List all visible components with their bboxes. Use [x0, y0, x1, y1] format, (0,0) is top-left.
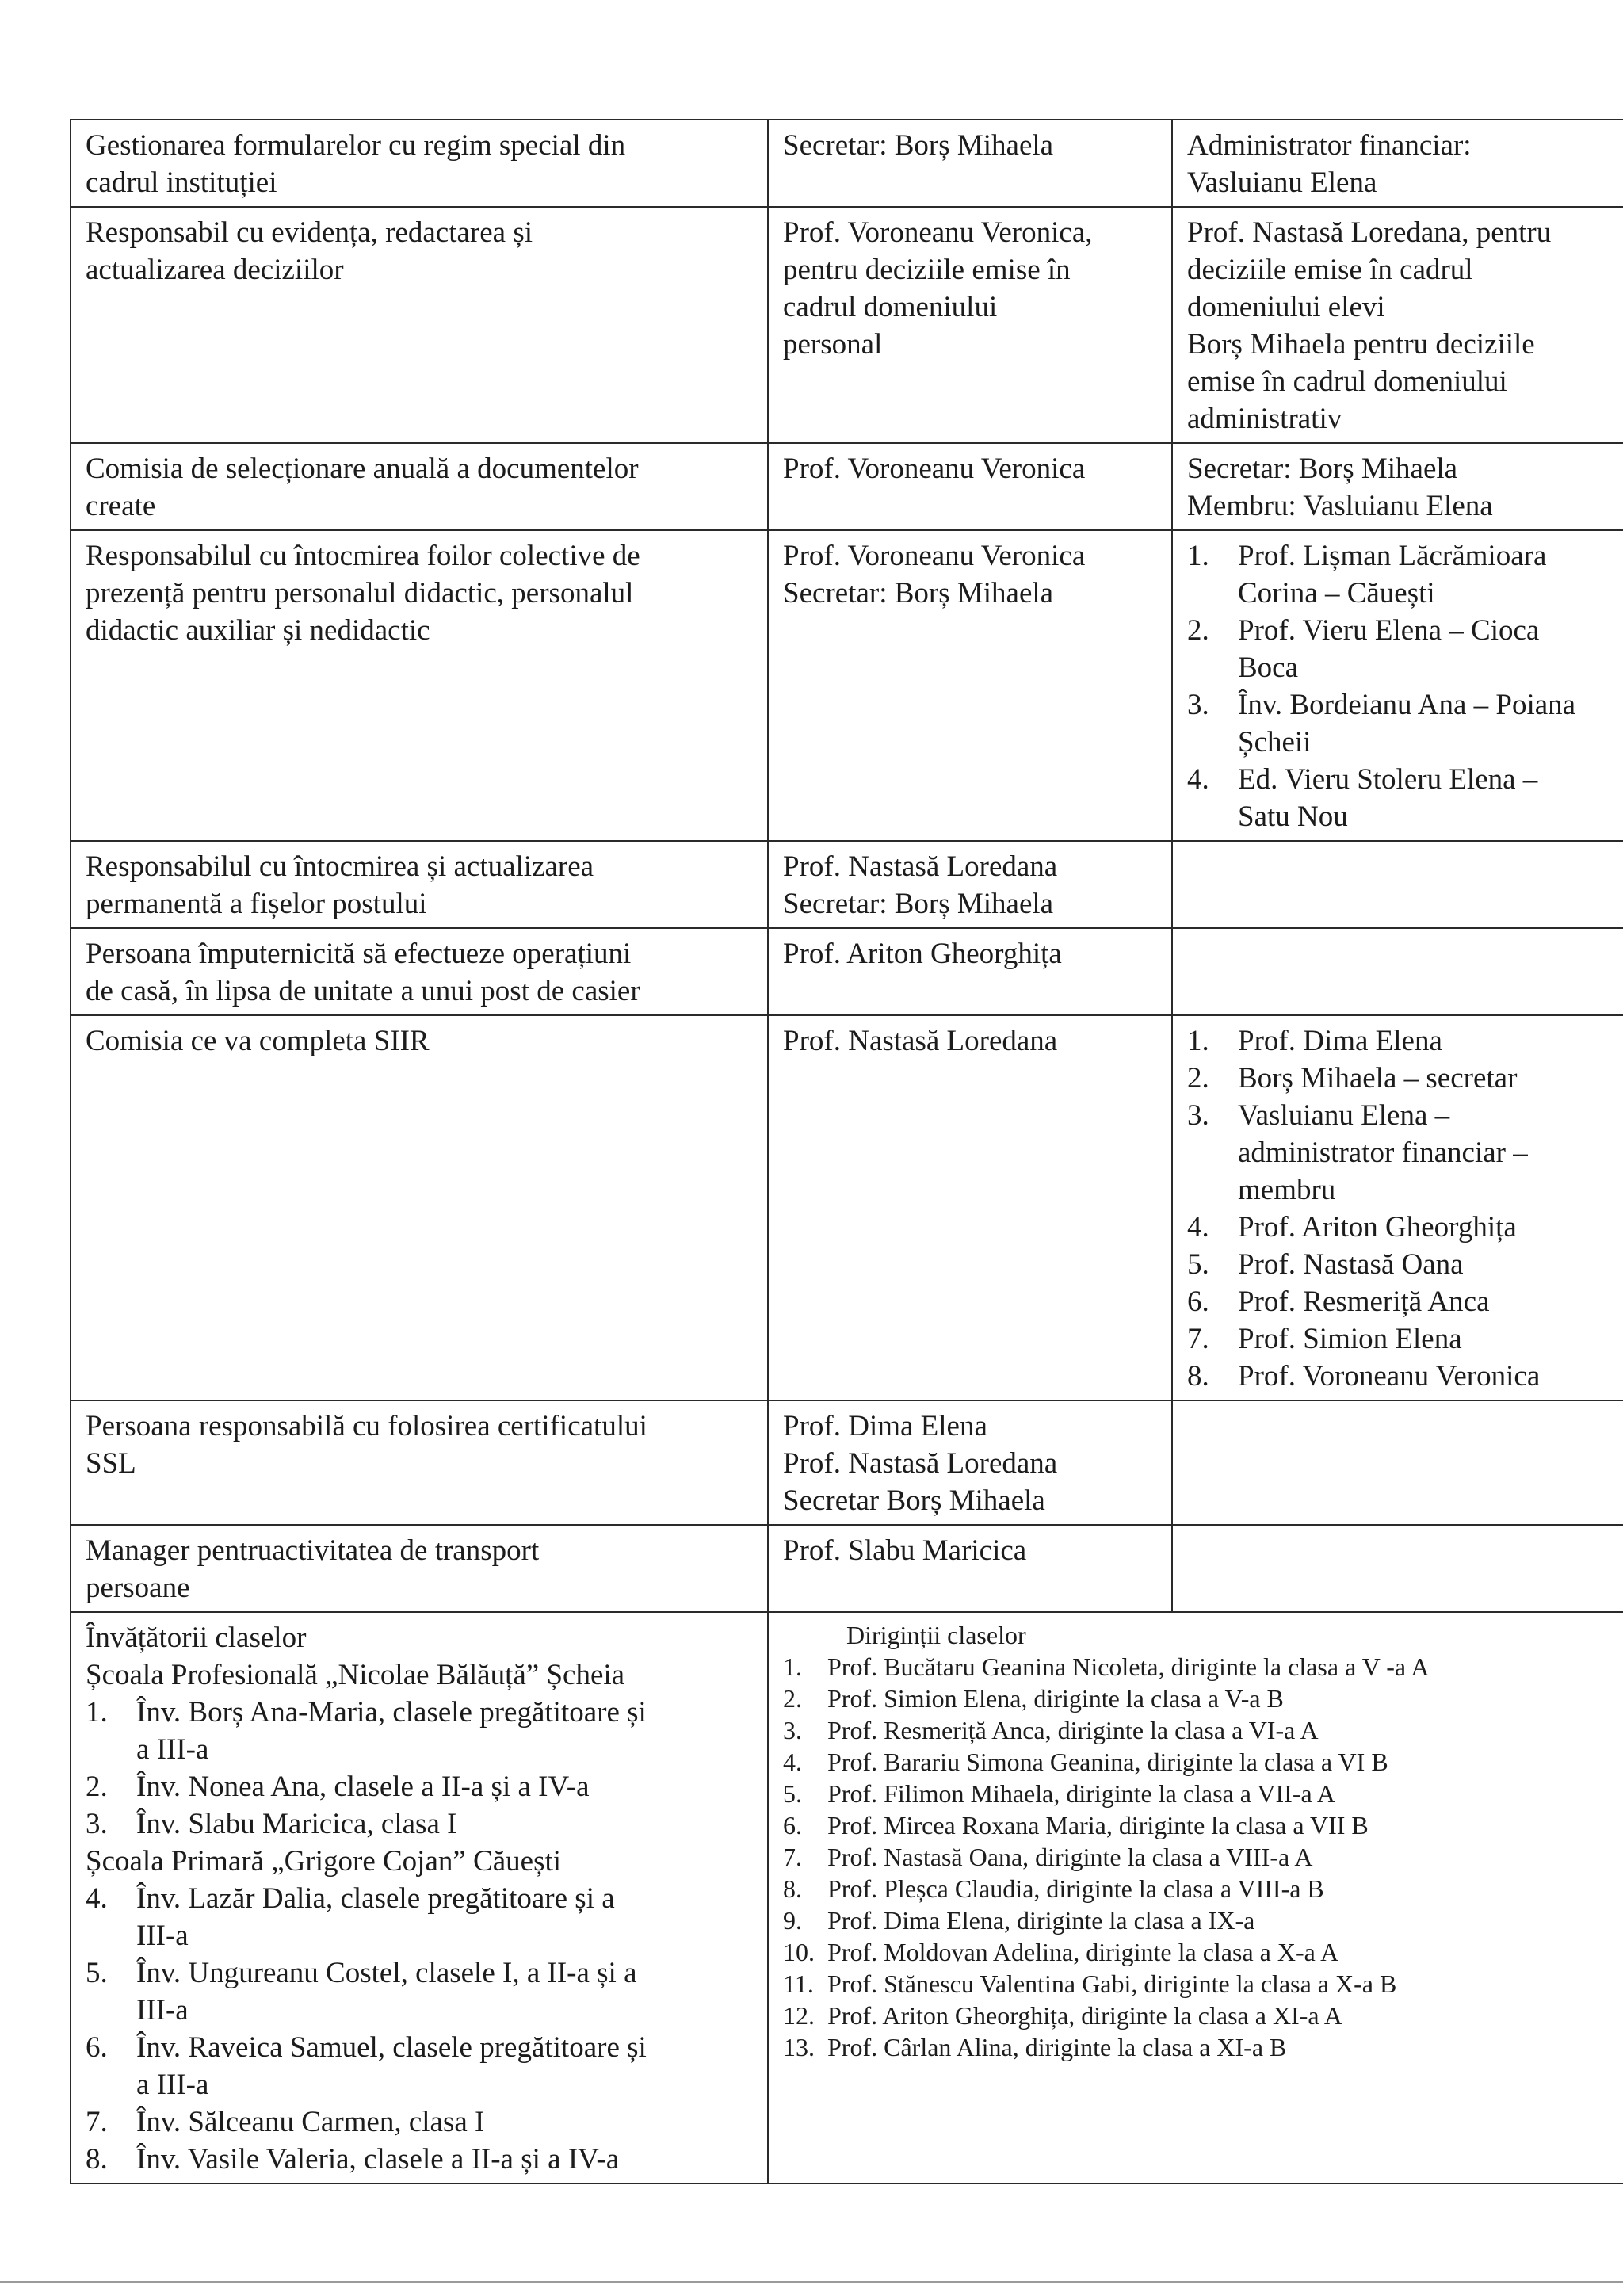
member-line: Membru: Vasluianu Elena — [1187, 490, 1493, 522]
member-line: Borș Mihaela pentru deciziile — [1187, 328, 1535, 361]
item-text — [136, 1768, 756, 1805]
item-text — [1238, 1283, 1613, 1320]
table-row — [71, 120, 1623, 207]
item-text: Prof. Pleșca Claudia, diriginte la clasa a VIII-a B — [827, 1874, 1324, 1903]
item-number: 4. — [783, 1748, 802, 1776]
school-name: Școala Profesională „Nicolae Bălăuță” Șcheia — [86, 1659, 625, 1691]
list-item — [783, 1714, 1613, 1746]
item-text-line: Înv. Sălceanu Carmen, clasa I — [136, 2106, 485, 2138]
item-text — [1238, 537, 1613, 612]
item-text-line: a III-a — [136, 1733, 209, 1766]
responsible-line: Prof. Voroneanu Veronica — [783, 453, 1086, 485]
item-text — [136, 2103, 756, 2141]
list-item — [1187, 1358, 1613, 1395]
item-number: 9. — [783, 1906, 802, 1935]
teachers-list — [86, 1694, 756, 1843]
responsible-line: Prof. Ariton Gheorghița — [783, 938, 1062, 970]
item-number: 13. — [783, 2033, 815, 2061]
item-text: Prof. Dima Elena, diriginte la clasa a IX-a — [827, 1906, 1255, 1935]
item-text — [1238, 1022, 1613, 1060]
responsible-cell — [768, 928, 1172, 1015]
item-text: Prof. Mircea Roxana Maria, diriginte la clasa a VII B — [827, 1811, 1369, 1839]
responsible-line: Prof. Nastasă Loredana — [783, 1025, 1058, 1057]
item-text-line: Prof. Ariton Gheorghița — [1238, 1211, 1517, 1244]
item-text — [136, 1694, 756, 1768]
function-cell — [71, 928, 768, 1015]
responsible-line: cadrul domeniului — [783, 291, 998, 323]
item-text — [1238, 1246, 1613, 1283]
function-line: Responsabilul cu întocmirea foilor colective de — [86, 540, 640, 572]
list-item — [1187, 1283, 1613, 1320]
responsible-line: Prof. Voroneanu Veronica, — [783, 216, 1093, 249]
list-item — [86, 1768, 756, 1805]
item-text-line: Înv. Vasile Valeria, clasele a II-a și a IV-a — [136, 2143, 620, 2176]
function-line: Gestionarea formularelor cu regim special din — [86, 129, 626, 162]
item-text-line: Prof. Simion Elena — [1238, 1323, 1462, 1355]
item-text — [1238, 1320, 1613, 1358]
item-text-line: Borș Mihaela – secretar — [1238, 1062, 1518, 1095]
function-line: Persoana împuternicită să efectueze operațiuni — [86, 938, 632, 970]
item-text-line: Ed. Vieru Stoleru Elena – — [1238, 763, 1538, 796]
item-number: 3. — [1187, 689, 1209, 721]
responsible-line: pentru deciziile emise în — [783, 254, 1071, 286]
item-text — [1238, 1358, 1613, 1395]
list-item — [86, 1954, 756, 2029]
item-text-line: Înv. Raveica Samuel, clasele pregătitoare și — [136, 2031, 647, 2064]
function-cell — [71, 1525, 768, 1612]
item-text: Prof. Cârlan Alina, diriginte la clasa a XI-a B — [827, 2033, 1287, 2061]
list-item — [1187, 1097, 1613, 1209]
responsible-cell — [768, 1400, 1172, 1525]
list-item — [1187, 1209, 1613, 1246]
item-number: 4. — [86, 1882, 108, 1915]
item-number: 1. — [1187, 1025, 1209, 1057]
item-text: Prof. Simion Elena, diriginte la clasa a V-a B — [827, 1684, 1284, 1713]
item-text — [136, 1805, 756, 1843]
member-line: Prof. Nastasă Loredana, pentru — [1187, 216, 1552, 249]
function-line: actualizarea deciziilor — [86, 254, 344, 286]
function-line: persoane — [86, 1572, 190, 1604]
list-item — [783, 1746, 1613, 1778]
item-number: 5. — [86, 1957, 108, 1989]
list-item — [1187, 1060, 1613, 1097]
function-line: Manager pentruactivitatea de transport — [86, 1534, 540, 1567]
function-line: Comisia de selecționare anuală a documentelor — [86, 453, 639, 485]
item-text-line: III-a — [136, 1994, 189, 2027]
item-text-line: Prof. Vieru Elena – Cioca — [1238, 614, 1540, 647]
table-row — [71, 443, 1623, 530]
function-line: create — [86, 490, 156, 522]
item-text: Prof. Moldovan Adelina, diriginte la clasa a X-a A — [827, 1938, 1339, 1966]
responsible-cell — [768, 841, 1172, 928]
responsible-cell — [768, 120, 1172, 207]
item-text — [1238, 1209, 1613, 1246]
school-name: Școala Primară „Grigore Cojan” Căuești — [86, 1845, 562, 1878]
function-line: cadrul instituției — [86, 166, 277, 199]
item-text: Prof. Stănescu Valentina Gabi, diriginte la clasa a X-a B — [827, 1969, 1397, 1998]
members-list — [1187, 537, 1613, 835]
function-cell — [71, 207, 768, 443]
item-number: 7. — [86, 2106, 108, 2138]
teachers-heading: Învățătorii claselor — [86, 1622, 307, 1654]
member-line: domeniului elevi — [1187, 291, 1385, 323]
member-line: deciziile emise în cadrul — [1187, 254, 1473, 286]
item-text: Prof. Resmeriță Anca, diriginte la clasa a VI-a A — [827, 1716, 1319, 1744]
assignments-table — [70, 119, 1623, 2184]
members-cell — [1172, 841, 1623, 928]
item-text — [1238, 686, 1613, 761]
function-line: de casă, în lipsa de unitate a unui post de casier — [86, 975, 640, 1007]
item-text — [136, 1880, 756, 1954]
function-line: SSL — [86, 1447, 136, 1480]
list-item — [783, 1904, 1613, 1936]
list-item — [86, 2103, 756, 2141]
item-text-line: Prof. Nastasă Oana — [1238, 1248, 1464, 1281]
item-text-line: Corina – Căuești — [1238, 577, 1435, 609]
teachers-list — [86, 1880, 756, 2178]
table-row — [71, 1400, 1623, 1525]
function-cell — [71, 1400, 768, 1525]
item-text-line: Boca — [1238, 651, 1299, 684]
item-number: 11. — [783, 1969, 814, 1998]
list-item — [783, 1968, 1613, 2000]
item-number: 2. — [1187, 614, 1209, 647]
item-text-line: Înv. Borș Ana-Maria, clasele pregătitoare și — [136, 1696, 647, 1729]
function-cell — [71, 443, 768, 530]
list-item — [86, 1880, 756, 1954]
list-item — [86, 2141, 756, 2178]
member-line: Vasluianu Elena — [1187, 166, 1377, 199]
function-line: Comisia ce va completa SIIR — [86, 1025, 430, 1057]
form-masters-cell — [768, 1612, 1623, 2183]
members-cell — [1172, 207, 1623, 443]
responsible-line: Prof. Nastasă Loredana — [783, 850, 1058, 883]
item-number: 12. — [783, 2001, 815, 2030]
member-line: administrativ — [1187, 403, 1342, 435]
item-text-line: a III-a — [136, 2069, 209, 2101]
responsible-line: Secretar: Borș Mihaela — [783, 577, 1054, 609]
item-number: 8. — [1187, 1360, 1209, 1392]
item-text-line: administrator financiar – — [1238, 1137, 1528, 1169]
list-item — [1187, 1246, 1613, 1283]
responsible-cell — [768, 1015, 1172, 1400]
item-number: 7. — [783, 1843, 802, 1871]
list-item — [1187, 612, 1613, 686]
item-text — [1238, 1060, 1613, 1097]
item-number: 1. — [1187, 540, 1209, 572]
item-text-line: Înv. Lazăr Dalia, clasele pregătitoare și a — [136, 1882, 615, 1915]
responsible-line: Secretar: Borș Mihaela — [783, 129, 1054, 162]
item-text-line: Prof. Dima Elena — [1238, 1025, 1442, 1057]
responsible-cell — [768, 207, 1172, 443]
item-text-line: Înv. Slabu Maricica, clasa I — [136, 1808, 457, 1840]
form-masters-heading: Diriginții claselor — [846, 1621, 1026, 1649]
item-text: Prof. Ariton Gheorghița, diriginte la clasa a XI-a A — [827, 2001, 1342, 2030]
list-item — [783, 1936, 1613, 1968]
item-text: Prof. Filimon Mihaela, diriginte la clasa a VII-a A — [827, 1779, 1336, 1808]
item-text: Prof. Bucătaru Geanina Nicoleta, diriginte la clasa a V -a A — [827, 1652, 1430, 1681]
function-line: Responsabilul cu întocmirea și actualizarea — [86, 850, 594, 883]
item-text: Prof. Nastasă Oana, diriginte la clasa a VIII-a A — [827, 1843, 1313, 1871]
responsible-line: Prof. Dima Elena — [783, 1410, 987, 1442]
item-text-line: Satu Nou — [1238, 800, 1348, 833]
item-text-line: Prof. Lișman Lăcrămioara — [1238, 540, 1547, 572]
item-number: 6. — [1187, 1286, 1209, 1318]
list-item — [783, 1809, 1613, 1841]
function-cell — [71, 120, 768, 207]
list-item — [1187, 686, 1613, 761]
list-item — [783, 1841, 1613, 1873]
item-text-line: Vasluianu Elena – — [1238, 1099, 1450, 1132]
members-cell — [1172, 443, 1623, 530]
responsible-line: personal — [783, 328, 883, 361]
item-number: 8. — [86, 2143, 108, 2176]
item-text — [1238, 761, 1613, 835]
responsible-cell — [768, 443, 1172, 530]
item-number: 3. — [783, 1716, 802, 1744]
list-item — [1187, 537, 1613, 612]
responsible-line: Secretar: Borș Mihaela — [783, 888, 1054, 920]
item-text-line: Prof. Voroneanu Veronica — [1238, 1360, 1541, 1392]
list-item — [86, 1694, 756, 1768]
function-line: permanentă a fișelor postului — [86, 888, 427, 920]
table-row — [71, 928, 1623, 1015]
responsible-line: Prof. Nastasă Loredana — [783, 1447, 1058, 1480]
responsible-line: Prof. Slabu Maricica — [783, 1534, 1027, 1567]
item-number: 2. — [86, 1771, 108, 1803]
list-item — [783, 1651, 1613, 1683]
item-number: 8. — [783, 1874, 802, 1903]
member-line: Administrator financiar: — [1187, 129, 1472, 162]
item-text: Prof. Barariu Simona Geanina, diriginte la clasa a VI B — [827, 1748, 1388, 1776]
item-number: 1. — [783, 1652, 802, 1681]
item-text — [136, 2141, 756, 2178]
table-row — [71, 530, 1623, 841]
item-number: 3. — [1187, 1099, 1209, 1132]
item-text — [1238, 1097, 1613, 1209]
members-cell — [1172, 1400, 1623, 1525]
item-number: 1. — [86, 1696, 108, 1729]
members-cell — [1172, 530, 1623, 841]
table-row — [71, 207, 1623, 443]
list-item — [86, 1805, 756, 1843]
list-item — [86, 2029, 756, 2103]
item-number: 6. — [86, 2031, 108, 2064]
teachers-cell — [71, 1612, 768, 2183]
responsible-cell — [768, 530, 1172, 841]
function-cell — [71, 1015, 768, 1400]
function-line: Responsabil cu evidența, redactarea și — [86, 216, 533, 249]
list-item — [783, 2031, 1613, 2063]
list-item — [783, 2000, 1613, 2031]
function-line: prezență pentru personalul didactic, personalul — [86, 577, 634, 609]
item-number: 2. — [1187, 1062, 1209, 1095]
list-item — [783, 1778, 1613, 1809]
members-cell — [1172, 1015, 1623, 1400]
scan-edge — [0, 2281, 1623, 2283]
list-item — [1187, 761, 1613, 835]
item-number: 2. — [783, 1684, 802, 1713]
form-masters-list — [783, 1651, 1613, 2063]
list-item — [1187, 1320, 1613, 1358]
function-cell — [71, 530, 768, 841]
item-text-line: membru — [1238, 1174, 1336, 1206]
members-list — [1187, 1022, 1613, 1395]
item-number: 6. — [783, 1811, 802, 1839]
function-line: didactic auxiliar și nedidactic — [86, 614, 430, 647]
item-number: 4. — [1187, 1211, 1209, 1244]
item-number: 10. — [783, 1938, 815, 1966]
item-number: 5. — [783, 1779, 802, 1808]
item-number: 3. — [86, 1808, 108, 1840]
list-item — [1187, 1022, 1613, 1060]
member-line: emise în cadrul domeniului — [1187, 365, 1507, 398]
responsible-line: Prof. Voroneanu Veronica — [783, 540, 1086, 572]
table-row — [71, 1525, 1623, 1612]
table-row — [71, 841, 1623, 928]
list-item — [783, 1683, 1613, 1714]
members-cell — [1172, 928, 1623, 1015]
item-text-line: Înv. Nonea Ana, clasele a II-a și a IV-a — [136, 1771, 590, 1803]
item-text-line: III-a — [136, 1920, 189, 1952]
item-text-line: Prof. Resmeriță Anca — [1238, 1286, 1490, 1318]
table-row — [71, 1015, 1623, 1400]
item-text — [136, 2029, 756, 2103]
item-number: 5. — [1187, 1248, 1209, 1281]
item-text — [136, 1954, 756, 2029]
members-cell — [1172, 1525, 1623, 1612]
function-line: Persoana responsabilă cu folosirea certificatului — [86, 1410, 647, 1442]
item-text-line: Înv. Bordeianu Ana – Poiana — [1238, 689, 1576, 721]
responsible-line: Secretar Borș Mihaela — [783, 1484, 1045, 1517]
function-cell — [71, 841, 768, 928]
responsible-cell — [768, 1525, 1172, 1612]
item-number: 4. — [1187, 763, 1209, 796]
item-text-line: Înv. Ungureanu Costel, clasele I, a II-a și a — [136, 1957, 637, 1989]
list-item — [783, 1873, 1613, 1904]
item-text — [1238, 612, 1613, 686]
members-cell — [1172, 120, 1623, 207]
table-row-classes — [71, 1612, 1623, 2183]
member-line: Secretar: Borș Mihaela — [1187, 453, 1458, 485]
item-number: 7. — [1187, 1323, 1209, 1355]
item-text-line: Șcheii — [1238, 726, 1312, 758]
